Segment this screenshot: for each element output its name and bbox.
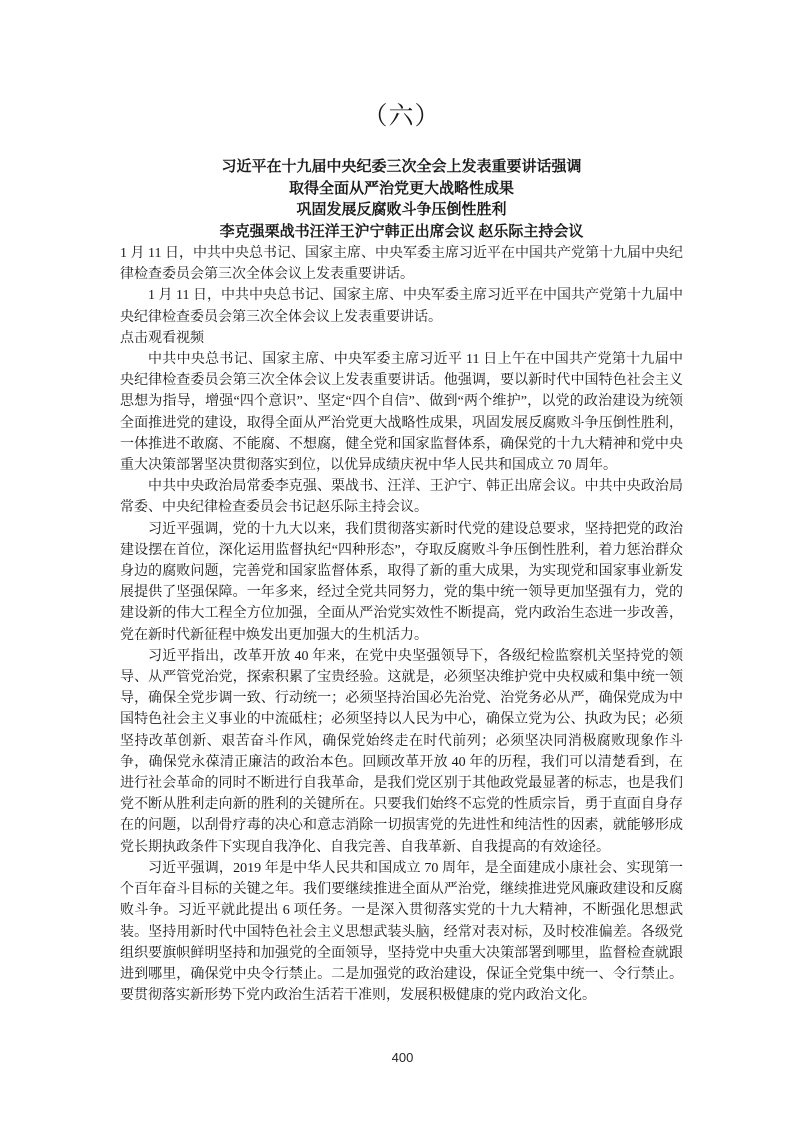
video-link-text: 点击观看视频	[120, 330, 204, 346]
headline-line-3: 巩固发展反腐败斗争压倒性胜利	[296, 202, 507, 218]
paragraph-dateline-2: 1 月 11 日，中共中央总书记、国家主席、中央军委主席习近平在中国共产党第十九届中央纪律检查委员会第三次全体会议上发表重要讲话。	[120, 288, 683, 325]
paragraph-attendees: 中共中央政治局常委李克强、栗战书、汪洋、王沪宁、韩正出席会议。中共中央政治局常委、中央纪律检查委员会书记赵乐际主持会议。	[120, 479, 683, 516]
headline-line-4: 李克强栗战书汪洋王沪宁韩正出席会议 赵乐际主持会议	[219, 223, 584, 240]
paragraph-2019-tasks: 习近平强调，2019 年是中华人民共和国成立 70 周年，是全面建成小康社会、实现第一个百年奋斗目标的关键之年。我们要继续推进全面从严治党，继续推进党风廉政建设和反腐败斗争。习近平就此提出 6 项任务。一是深入贯彻落实党的十九大精神，不断强化思想武装。坚持用新时代中国特色社会主义思想武装头脑，经常对表对标，及时校准偏差。各级党组织要旗帜鲜明坚持和加强党的全面领导，坚持党中央重大决策部署到哪里，监督检查就跟进到哪里，确保党中央令行禁止。二是加强党的政治建设，保证全党集中统一、令行禁止。要贯彻落实新形势下党内政治生活若干准则，发展积极健康的党内政治文化。	[120, 860, 683, 1004]
headline-line-2: 取得全面从严治党更大战略性成果	[288, 180, 514, 197]
article-body	[120, 243, 683, 1006]
paragraph-speech-summary: 中共中央总书记、国家主席、中央军委主席习近平 11 日上午在中国共产党第十九届中央纪律检查委员会第三次全体会议上发表重要讲话。他强调，要以新时代中国特色社会主义思想为指导，增强“四个意识”、坚定“四个自信”、做到“两个维护”，以党的政治建设为统领全面推进党的建设，取得全面从严治党更大战略性成果，巩固发展反腐败斗争压倒性胜利，一体推进不敢腐、不能腐、不想腐，健全党和国家监督体系，确保党的十九大精神和党中央重大决策部署坚决贯彻落实到位，以优异成绩庆祝中华人民共和国成立 70 周年。	[120, 352, 683, 474]
paragraph-dateline-1: 1 月 11 日，中共中央总书记、国家主席、中央军委主席习近平在中国共产党第十九届中央纪律检查委员会第三次全体会议上发表重要讲话。	[120, 246, 683, 283]
section-number: （六）	[362, 103, 441, 130]
article-headline	[120, 157, 683, 243]
page-number: 400	[391, 1050, 414, 1065]
paragraph-reform-experience: 习近平指出，改革开放 40 年来，在党中央坚强领导下，各级纪检监察机关坚持党的领导、从严管党治党，探索积累了宝贵经验。这就是，必须坚决维护党中央权威和集中统一领导，确保全党步调一致、行动统一；必须坚持治国必先治党、治党务必从严，确保党成为中国特色社会主义事业的中流砥柱；必须坚持以人民为中心，确保立党为公、执政为民；必须坚持改革创新、艰苦奋斗作风，确保党始终走在时代前列；必须坚决同消极腐败现象作斗争，确保党永葆清正廉洁的政治本色。回顾改革开放 40 年的历程，我们可以清楚看到，在进行社会革命的同时不断进行自我革命，是我们党区别于其他政党最显著的标志，也是我们党不断从胜利走向新的胜利的关键所在。只要我们始终不忘党的性质宗旨，勇于直面自身存在的问题，以刮骨疗毒的决心和意志消除一切损害党的先进性和纯洁性的因素，就能够形成党长期执政条件下实现自我净化、自我完善、自我革新、自我提高的有效途径。	[120, 648, 683, 855]
headline-line-1: 习近平在十九届中央纪委三次全会上发表重要讲话强调	[221, 159, 582, 175]
paragraph-emphasis-19th-congress: 习近平强调，党的十九大以来，我们贯彻落实新时代党的建设总要求，坚持把党的政治建设摆在首位，深化运用监督执纪“四种形态”，夺取反腐败斗争压倒性胜利，着力惩治群众身边的腐败问题，完善党和国家监督体系，取得了新的重大成果，为实现党和国家事业新发展提供了坚强保障。一年多来，经过全党共同努力，党的集中统一领导更加坚强有力，党的建设新的伟大工程全方位加强，全面从严治党实效性不断提高，党内政治生态进一步改善，党在新时代新征程中焕发出更加强大的生机活力。	[120, 521, 683, 643]
